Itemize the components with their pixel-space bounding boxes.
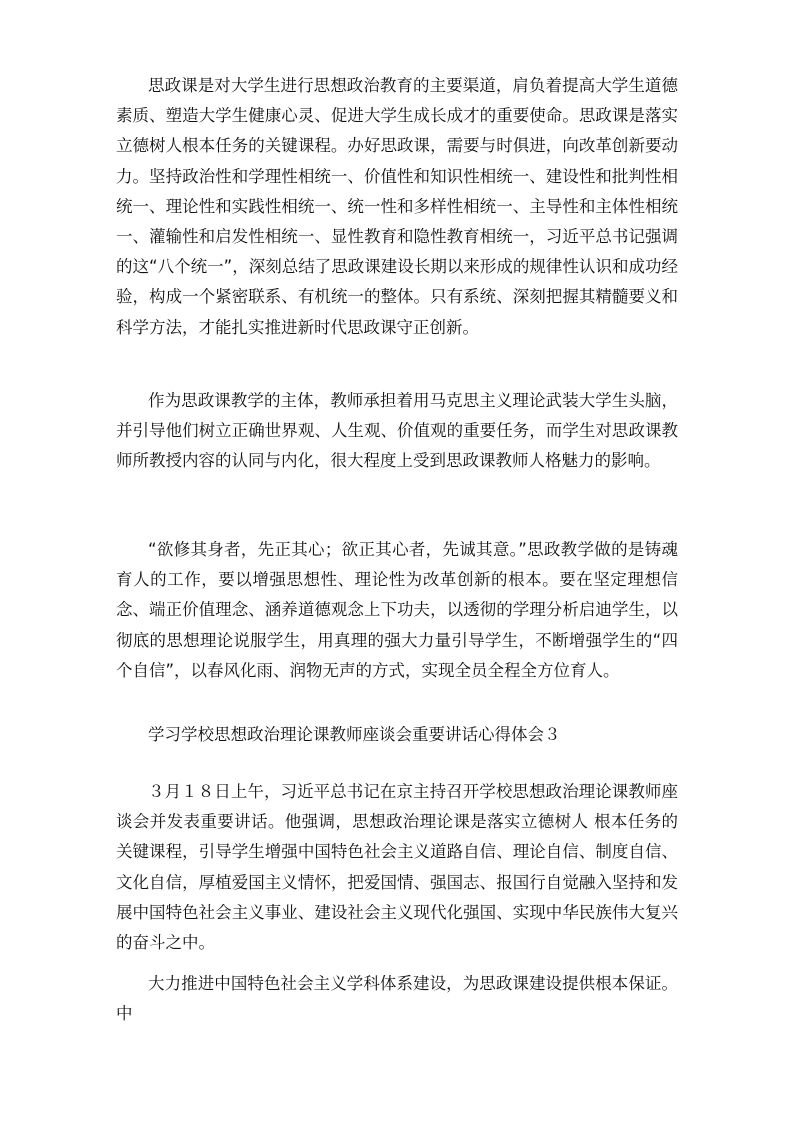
paragraph-cultivate-heart (116, 535, 678, 686)
section-heading: 学习学校思想政治理论课教师座谈会重要讲话心得体会３ (148, 725, 561, 744)
paragraph-text: 思政课是对大学生进行思想政治教育的主要渠道，肩负着提高大学生道德素质、塑造大学生健康心灵、促进大学生成长成才的重要使命。思政课是落实立德树人根本任务的关键课程。办好思政课，需要与时俱进，向改革创新要动力。坚持政治性和学理性相统一、价值性和知识性相统一、建设性和批判性相统一、理论性和实践性相统一、统一性和多样性相统一、主导性和主体性相统一、灌输性和启发性相统一、显性教育和隐性教育相统一，习近平总书记强调的这“八个统一”，深刻总结了思政课建设长期以来形成的规律性认识和成功经验，构成一个紧密联系、有机统一的整体。只有系统、深刻把握其精髓要义和科学方法，才能扎实推进新时代思政课守正创新。 (116, 76, 678, 337)
paragraph-text: 大力推进中国特色社会主义学科体系建设，为思政课建设提供根本保证。中 (116, 974, 678, 1024)
paragraph-symposium-speech (116, 777, 678, 958)
paragraph-ideological-course-role (116, 71, 678, 343)
paragraph-teacher-role (116, 386, 678, 477)
section-heading-block (116, 720, 678, 750)
paragraph-text: ３月１８日上午，习近平总书记在京主持召开学校思想政治理论课教师座谈会并发表重要讲话。他强调，思想政治理论课是落实立德树人 根本任务的关键课程，引导学生增强中国特色社会主义道路自信、理论自信、制度自信、文化自信，厚植爱国主义情怀，把爱国情、强国志、报国行自觉融入坚持和发展中国特色社会主义事业、建设社会主义现代化强国、实现中华民族伟大复兴的奋斗之中。 (116, 782, 678, 953)
paragraph-text: “欲修其身者，先正其心；欲正其心者，先诚其意。”思政教学做的是铸魂育人的工作，要以增强思想性、理论性为改革创新的根本。要在坚定理想信念、端正价值理念、涵养道德观念上下功夫，以透彻的学理分析启迪学生，以彻底的思想理论说服学生，用真理的强大力量引导学生，不断增强学生的“四个自信”，以春风化雨、润物无声的方式，实现全员全程全方位育人。 (116, 540, 678, 680)
paragraph-discipline-system (116, 969, 678, 1029)
paragraph-text: 作为思政课教学的主体，教师承担着用马克思主义理论武装大学生头脑，并引导他们树立正确世界观、人生观、价值观的重要任务，而学生对思政课教师所教授内容的认同与内化，很大程度上受到思政课教师人格魅力的影响。 (116, 391, 678, 471)
